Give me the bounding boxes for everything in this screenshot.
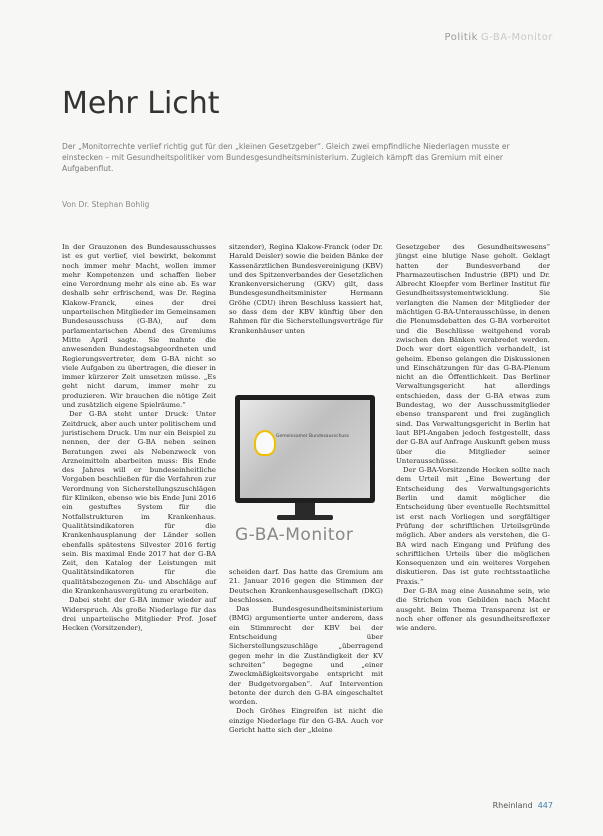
article-author: Von Dr. Stephan Bohlig <box>62 200 150 209</box>
paragraph: Der G-BA steht unter Druck: Unter Zeitdruck, aber auch unter politischem und juristischem Druck. Um nur ein Beispiel zu nennen, der der G-BA neben seinen Beratungen zwei als Nebenzweck von Arzneimitteln abarbeiten muss: Bis Ende des Jahres will er bundeseinheitliche Vorgaben beschließen für die Verfahren zur Verordnung von Sicherstellungszuschlägen für Kliniken, ebenso wie bis Ende Juni 2016 ein gestuftes System für die Notfallstrukturen im Krankenhaus. Qualitätsindikatoren für die Krankenhausplanung der Länder sollen ebenfalls spätestens Silvester 2016 fertig sein. Bis maximal Ende 2017 hat der G-BA Zeit, den Katalog der Leistungen mit Qualitätsindikatoren für die qualitätsbezogenen Zu- und Abschläge auf die Krankenhausvergütung zu erarbeiten. <box>62 410 216 595</box>
paragraph: Gesetzgeber des Gesundheitswesens“ jüngst eine blutige Nase geholt. Geklagt hatten der Bundesverband der Pharmazeutischen Industrie (BPI) und Dr. Albrecht Kloepfer vom Berliner Institut für Gesundheitssystementwicklung. Sie verlangten die Namen der Mitglieder der mächtigen G-BA-Unterausschüsse, in denen die Plenumsdebatten des G-BA vorbereitet und die Beschlüsse weitgehend vorab zwischen den Bänken verabredet werden. Doch wer dort eigentlich verhandelt, ist geheim. Ebenso gelangen die Diskussionen und Einschätzungen für das G-BA-Plenum nicht an die Öffentlichkeit. Das Berliner Verwaltungsgericht hat allerdings entschieden, dass der G-BA etwas zum Bundestag, wo der Ausschussmitglieder ebenso transparent und frei zugänglich sind. Das Verwaltungsgericht in Berlin hat laut BPI-Angaben jedoch festgestellt, dass der G-BA auf Anfrage Auskunft geben muss über die Mitglieder seiner Unterausschüsse. <box>396 243 550 465</box>
monitor-foot <box>277 515 333 520</box>
paragraph: In der Grauzonen des Bundesausschusses ist es gut verlief, viel bewirkt, bekommt noch immer mehr Macht, wollen immer mehr Kompetenzen und schaffen lieber eine Verordnung mehr als eine ab. Es war deshalb sehr erfrischend, was Dr. Regina Klakow-Franck, eines der drei unparteiischen Mitglieder im Gemeinsamen Bundesausschuss (G-BA), auf dem parlamentarischen Abend des Gremiums Mitte April sagte. Sie mahnte die anwesenden Bundestagsabgeordneten und Regierungsvertreter, dem G-BA nicht so viele Aufgaben zu übertragen, die dieser in immer kürzerer Zeit umsetzen müsse. „Es geht nicht darum, immer mehr zu produzieren. Wir brauchen die nötige Zeit und zusätzlich eigene Spielräume.“ <box>62 243 216 410</box>
column-2-top <box>229 243 383 336</box>
g-ba-logo-icon <box>254 430 276 456</box>
paragraph: Der G-BA-Vorsitzende Hecken sollte nach dem Urteil mit „Eine Bewertung der Entscheidung des Verwaltungsgerichts Berlin und damit möglicher die Entscheidung über eventuelle Rechtsmittel ist erst nach Vorliegen und sorgfältiger Prüfung der schriftlichen Urteilsgründe möglich. Aber anders als verstehen, die G-BA wird nach Eingang und Prüfung des schriftlichen Urteils über die möglichen Konsequenzen und ein weiteres Vorgehen diskutieren. Das ist gute rechtsstaatliche Praxis.“ <box>396 466 550 586</box>
monitor-label: G-BA-Monitor <box>235 525 354 545</box>
g-ba-monitor-graphic <box>229 395 383 555</box>
magazine-name: Rheinland <box>492 801 533 810</box>
column-2-bottom <box>229 568 383 735</box>
monitor-stand <box>295 503 315 515</box>
paragraph: sitzender), Regina Klakow-Franck (oder Dr. Harald Deisler) sowie die beiden Bänke der Kassenärztlichen Bundesvereinigung (KBV) und des Spitzenverbandes der Gesetzlichen Krankenversicherung (GKV) gilt, dass Bundesgesundheitsminister Hermann Gröhe (CDU) ihren Beschluss kassiert hat, so dass dem der KBV künftig über den Rahmen für die Sicherstellungsverträge für Krankenhäuser unten <box>229 243 383 335</box>
rubric-primary: Politik <box>444 32 478 43</box>
paragraph: Doch Gröhes Eingreifen ist nicht die einzige Niederlage für den G-BA. Auch vor Gericht hatte sich der „kleine <box>229 707 383 735</box>
paragraph: Der G-BA mag eine Ausnahme sein, wie die Strichen von Gebilden nach Macht ausgeht. Beim Thema Transparenz ist er noch eher offener als gesundheitsreflexer wie andere. <box>396 586 550 633</box>
page-number: 447 <box>537 801 553 810</box>
paragraph: Das Bundesgesundheitsministerium (BMG) argumentierte unter anderem, dass ein Stimmrecht der KBV bei der Entscheidung über Sicherstellungszuschläge „überragend gegen mehr in die Zuständigkeit der KV schreiten“ begegne und „einer Zweckmäßigkeitsvorgabe entspricht mit der Budgetvorgaben“. Auf Intervention betonte der durch den G-BA eingeschaltet worden. <box>229 605 383 707</box>
column-3 <box>396 243 550 633</box>
column-1 <box>62 243 216 633</box>
paragraph: scheiden darf. Das hatte das Gremium am 21. Januar 2016 gegen die Stimmen der Deutschen Krankenhausgesellschaft (DKG) beschlossen. <box>229 568 383 604</box>
paragraph: Dabei steht der G-BA immer wieder auf Widerspruch. Als große Niederlage für das drei unparteiische Mitglieder Prof. Josef Hecken (Vorsitzender), <box>62 596 216 633</box>
monitor-photo <box>240 400 370 498</box>
page-footer <box>493 801 553 810</box>
sign-text: Gemeinsamer Bundesausschuss <box>276 434 349 439</box>
rubric <box>445 32 553 43</box>
monitor-screen <box>235 395 375 503</box>
rubric-secondary: G-BA-Monitor <box>480 32 553 43</box>
article-title: Mehr Licht <box>62 86 220 121</box>
article-lead: Der „Monitorrechte verlief richtig gut für den „kleinen Gesetzgeber“. Gleich zwei empfindliche Niederlagen musste er einstecken – mit Gesundheitspolitiker vom Bundesgesundheitsministerium. Zugleich kämpft das Gremium mit einer Aufgabenflut. <box>62 142 510 173</box>
